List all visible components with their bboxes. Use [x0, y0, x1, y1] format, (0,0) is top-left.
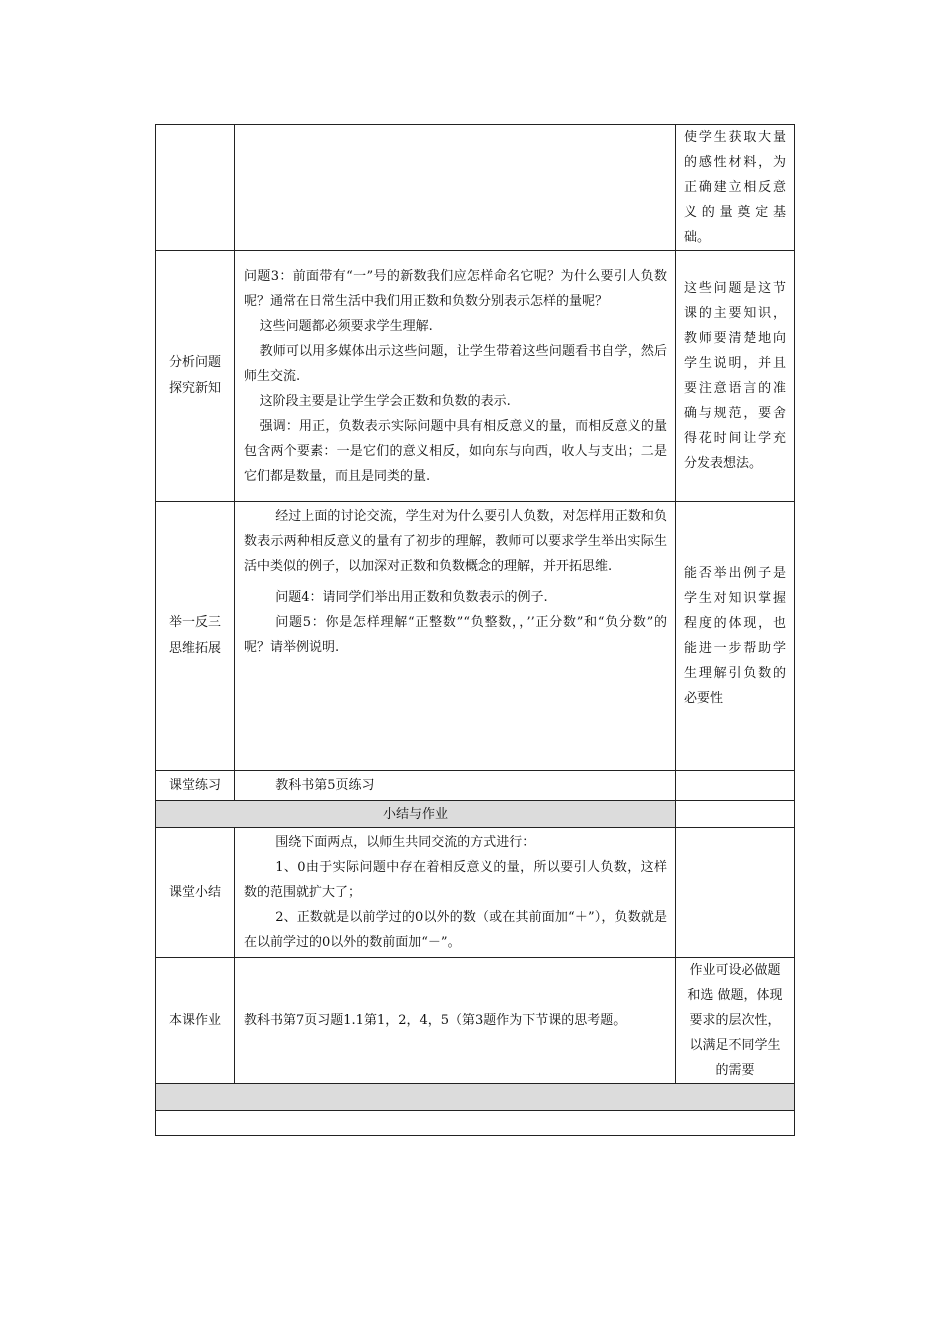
- table-row-section-header: [156, 801, 795, 828]
- note-text-homework: 作业可设必做题和选 做题，体现要求的层次性，以满足不同学生的需要: [687, 963, 783, 1078]
- section-header-title: 小结与作业: [382, 806, 448, 822]
- table-row-blank: [156, 1111, 795, 1136]
- analyze-paragraph-5: 强调：用正，负数表示实际问题中具有相反意义的量，而相反意义的量包含两个要素：一是它们的意义相反，如向东与向西，收人与支出；二是它们都是数量，而且是同类的量.: [244, 418, 667, 484]
- blank-cell: [156, 1111, 795, 1136]
- table-row-analyze: [156, 251, 795, 502]
- section-header-note-cell: [676, 801, 795, 828]
- label-extend-line2: 思维拓展: [168, 641, 221, 656]
- homework-text: 教科书第7页习题1.1第1，2，4，5（第3题作为下节课的思考题。: [244, 1013, 627, 1028]
- table-row-homework: [156, 958, 795, 1084]
- note-cell-intro: [676, 125, 795, 251]
- label-cell-summary: [156, 828, 235, 958]
- label-cell-extend: [156, 502, 235, 771]
- extend-paragraph-1: 经过上面的讨论交流，学生对为什么要引人负数，对怎样用正数和负数表示两种相反意义的量有了初步的理解，教师可以要求学生举出实际生活中类似的例子，以加深对正数和负数概念的理解，并开拓思维.: [244, 509, 667, 574]
- label-extend-line1: 举一反三: [168, 615, 221, 630]
- label-cell-analyze: [156, 251, 235, 502]
- content-cell-analyze: [235, 251, 676, 502]
- lesson-plan-table: [155, 124, 795, 1136]
- label-cell-practice: [156, 771, 235, 801]
- note-text-extend: 能否举出例子是学生对知识掌握程度的体现，也能进一步帮助学生理解引负数的必要性: [684, 566, 786, 706]
- note-cell-homework: [676, 958, 795, 1084]
- extend-paragraph-2: 问题4：请同学们举出用正数和负数表示的例子.: [275, 590, 548, 605]
- note-cell-analyze: [676, 251, 795, 502]
- table-row-summary: [156, 828, 795, 958]
- analyze-paragraph-3: 教师可以用多媒体出示这些问题，让学生带着这些问题看书自学，然后师生交流.: [244, 343, 667, 384]
- summary-paragraph-3: 2、正数就是以前学过的0以外的数（或在其前面加“＋”），负数就是在以前学过的0以外的数前面加“－”。: [244, 910, 667, 950]
- label-practice: 课堂练习: [168, 777, 221, 793]
- note-text-analyze: 这些问题是这节课的主要知识，教师要清楚地向学生说明，并且要注意语言的准确与规范，要舍得花时间让学充分发表想法。: [684, 281, 786, 471]
- extend-paragraph-3: 问题5：你是怎样理解“正整数”“负整数，，’’正分数”和“负分数”的呢？请举例说明.: [244, 615, 667, 655]
- section-header-cell: [156, 801, 676, 828]
- content-cell-summary: [235, 828, 676, 958]
- table-row-extend: [156, 502, 795, 771]
- note-cell-summary: [676, 828, 795, 958]
- table-row-shaded-blank: [156, 1084, 795, 1111]
- content-cell-empty: [235, 125, 676, 251]
- label-cell-empty: [156, 125, 235, 251]
- summary-paragraph-2: 1、0由于实际问题中存在着相反意义的量，所以要引人负数，这样数的范围就扩大了；: [244, 860, 667, 900]
- label-analyze-line2: 探究新知: [168, 381, 221, 396]
- table-row-practice: [156, 771, 795, 801]
- shaded-blank-cell: [156, 1084, 795, 1111]
- summary-paragraph-1: 围绕下面两点，以师生共同交流的方式进行：: [275, 835, 536, 850]
- note-cell-extend: [676, 502, 795, 771]
- content-cell-practice: [235, 771, 676, 801]
- content-cell-homework: [235, 958, 676, 1084]
- label-homework: 本课作业: [168, 1012, 221, 1028]
- table-row-intro: [156, 125, 795, 251]
- analyze-paragraph-1: 问题3：前面带有“一”号的新数我们应怎样命名它呢？为什么要引人负数呢？通常在日常生活中我们用正数和负数分别表示怎样的量呢？: [244, 268, 667, 309]
- note-text-intro: 使学生获取大量的感性材料，为正确建立相反意义的量奠定基础。: [684, 130, 786, 245]
- note-cell-practice: [676, 771, 795, 801]
- content-cell-extend: [235, 502, 676, 771]
- analyze-paragraph-4: 这阶段主要是让学生学会正数和负数的表示.: [259, 393, 511, 409]
- practice-text: 教科书第5页练习: [275, 778, 375, 793]
- analyze-paragraph-2: 这些问题都必须要求学生理解.: [259, 318, 433, 334]
- label-cell-homework: [156, 958, 235, 1084]
- label-summary: 课堂小结: [168, 884, 221, 900]
- label-analyze-line1: 分析问题: [168, 355, 221, 370]
